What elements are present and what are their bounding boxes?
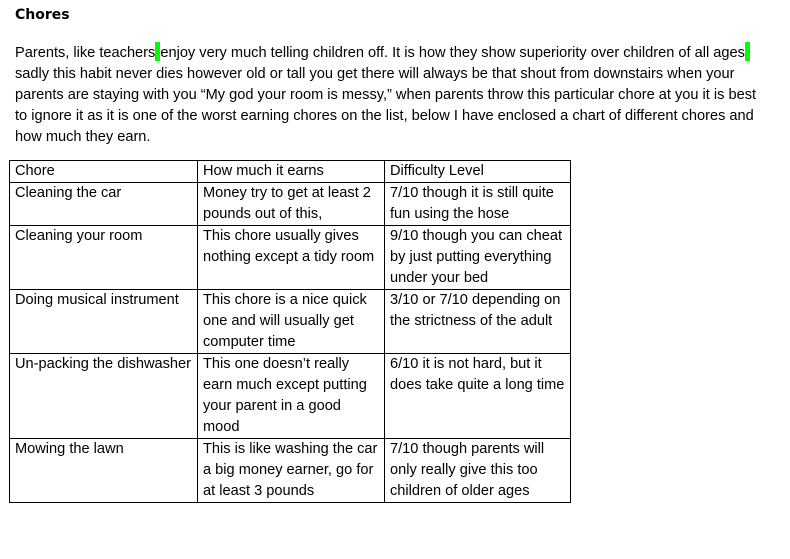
cell-chore: Doing musical instrument (10, 290, 198, 354)
cell-difficulty: 7/10 though parents will only really give this too children of older ages (385, 439, 571, 503)
cell-chore: Un-packing the dishwasher (10, 354, 198, 439)
cell-earnings: This one doesn’t really earn much except putting your parent in a good mood (198, 354, 385, 439)
cell-earnings: This chore is a nice quick one and will usually get computer time (198, 290, 385, 354)
highlight-mark (745, 42, 750, 61)
header-earnings: How much it earns (198, 161, 385, 183)
cell-chore: Cleaning the car (10, 183, 198, 226)
cell-earnings: This chore usually gives nothing except a tidy room (198, 226, 385, 290)
cell-chore: Cleaning your room (10, 226, 198, 290)
cell-difficulty: 6/10 it is not hard, but it does take quite a long time (385, 354, 571, 439)
table-row (10, 226, 571, 290)
document-page (15, 4, 775, 148)
table-row (10, 439, 571, 503)
cell-difficulty: 7/10 though it is still quite fun using the hose (385, 183, 571, 226)
table-header-row (10, 161, 571, 183)
chores-table (9, 160, 571, 503)
cell-earnings: Money try to get at least 2 pounds out of this, (198, 183, 385, 226)
header-difficulty: Difficulty Level (385, 161, 571, 183)
document-title: Chores (15, 7, 70, 23)
cell-earnings: This is like washing the car a big money earner, go for at least 3 pounds (198, 439, 385, 503)
table-row (10, 183, 571, 226)
cell-difficulty: 9/10 though you can cheat by just putting everything under your bed (385, 226, 571, 290)
header-chore: Chore (10, 161, 198, 183)
table-row (10, 290, 571, 354)
intro-paragraph (15, 42, 760, 148)
paragraph-part-3: sadly this habit never dies however old or tall you get there will always be that shout from downstairs when your parents are staying with you “My god your room is messy,” when parents throw this particular chore at you it is best to ignore it as it is one of the worst earning chores on the list, below I have enclosed a chart of different chores and how much they earn. (15, 66, 757, 145)
paragraph-part-1: Parents, like teachers (15, 45, 156, 61)
cell-chore: Mowing the lawn (10, 439, 198, 503)
cell-difficulty: 3/10 or 7/10 depending on the strictness of the adult (385, 290, 571, 354)
table-row (10, 354, 571, 439)
paragraph-part-2: enjoy very much telling children off. It is how they show superiority over children of all ages (160, 45, 745, 61)
